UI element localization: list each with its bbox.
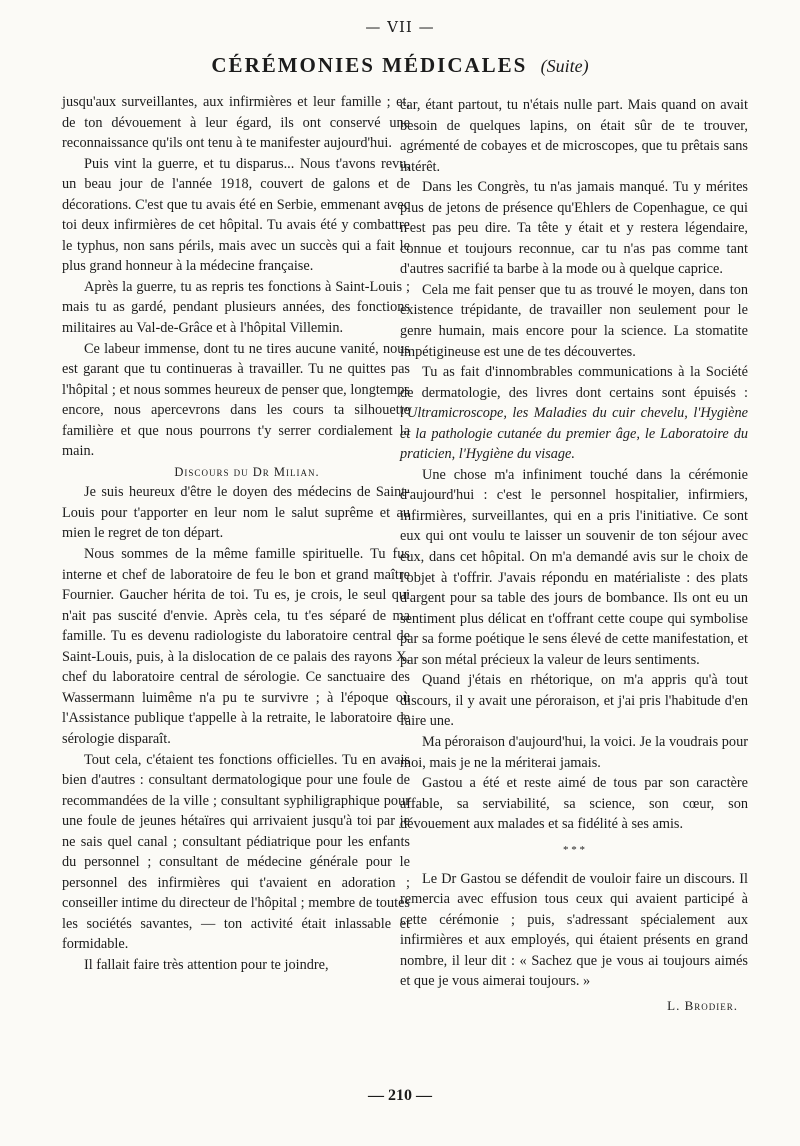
paragraph: Quand j'étais en rhétorique, on m'a appris qu'à tout discours, il y avait une péroraison, et j'ai pris l'habitude d'en faire une.	[400, 672, 748, 730]
paragraph: Nous sommes de la même famille spirituelle. Tu fus interne et chef de laboratoire de feu le bon et grand maître Fournier. Gaucher hérita de toi. Tu es, je crois, le seul qui n'ait pas suscité d'envie. Après cela, tu t'es séparé de ma famille. Tu es devenu radiologiste du laboratoire central de Saint-Louis, puis, à la dislocation de ce palais des rayons X, chef du laboratoire central de sérologie. Ce sanctuaire des Wassermann luimême n'a pu te survivre ; à l'époque où l'Assistance publique t'appelle à la retraite, le laboratoire de sérologie disparaît.	[62, 546, 410, 747]
title-text: CÉRÉMONIES MÉDICALES	[211, 53, 528, 77]
paragraph: Une chose m'a infiniment touché dans la cérémonie d'aujourd'hui : c'est le personnel hospitalier, infirmiers, infirmières, surveillantes, qui en a pris l'initiative. Ce sont eux qui ont voulu te laisser un souvenir de ton séjour avec eux, dans cet hôpital. On m'a demandé avis sur le choix de l'objet à t'offrir. J'avais répondu en matérialiste : des plats d'argent pour sa table des jours de bombance. Ils ont eu un sentiment plus délicat en t'offrant cette coupe qui symbolise par sa forme poétique le sens élevé de cette manifestation, et par son métal précieux la valeur de leurs sentiments.	[400, 466, 748, 668]
left-column	[62, 92, 410, 976]
roman-page-number: — VII —	[365, 18, 435, 36]
asterism: * * *	[563, 843, 585, 856]
paragraph: Ce labeur immense, dont tu ne tires aucune vanité, nous est garant que tu continueras à travailler. Tu ne quittes pas l'hôpital ; et nous sommes heureux de penser que, longtemps encore, nous apercevrons dans les cours ta silhouette familière et que nous pourrons t'y serrer cordialement la main.	[62, 340, 410, 460]
page-title	[0, 53, 800, 78]
right-column	[400, 95, 748, 1017]
book-titles: l'Ultramicroscope, les Maladies du cuir chevelu, l'Hygiène et la pathologie cutanée du premier âge, le Laboratoire du praticien, l'Hygiène du visage.	[400, 405, 748, 463]
page-number: — 210 —	[368, 1087, 432, 1104]
paragraph: jusqu'aux surveillantes, aux infirmières et leur famille ; et, de ton dévouement à leur égard, ils ont conservé une reconnaissance qu'ils ont tenu à te manifester aujourd'hui.	[62, 94, 410, 152]
section-heading: Discours du Dr Milian.	[174, 464, 320, 479]
paragraph: Dans les Congrès, tu n'as jamais manqué. Tu y mérites plus de jetons de présence qu'Ehlers de Copenhague, ce qui n'est pas peu dire. Ta tête y était et y restera légendaire, connue et toujours reconnue, car tu n'as pas comme tant d'autres sacrifié ta barbe à la mode ou à quelque caprice.	[400, 179, 748, 278]
paragraph	[400, 362, 748, 465]
paragraph: Tout cela, c'étaient tes fonctions officielles. Tu en avais bien d'autres : consultant dermatologique pour une foule de recommandées de la ville ; consultant syphiligraphique pour une foule de jeunes hétaïres qui arrivaient jusqu'à toi par je ne sais quel canal ; consultant pédiatrique pour les enfants du personnel ; consultant de médecine générale pour le personnel des infirmières qui t'avaient en adoration ; conseiller intime du directeur de l'hôpital ; membre de toutes les sociétés savantes, — ton activité était inlassable et formidable.	[62, 751, 410, 953]
paragraph: Après la guerre, tu as repris tes fonctions à Saint-Louis ; mais tu as gardé, pendant plusieurs années, des fonctions militaires au Val-de-Grâce et à l'hôpital Villemin.	[62, 278, 410, 337]
paragraph: Ma péroraison d'aujourd'hui, la voici. Je la voudrais pour moi, mais je ne la mériterai jamais.	[400, 733, 748, 771]
paragraph-text: Tu as fait d'innombrables communications à la Société de dermatologie, des livres dont certains sont épuisés :	[400, 364, 748, 401]
paragraph: Cela me fait penser que tu as trouvé le moyen, dans ton existence trépidante, de travailler non seulement pour le genre humain, mais encore pour la science. La stomatite impétigineuse est une de tes découvertes.	[400, 281, 748, 360]
paragraph: Puis vint la guerre, et tu disparus... Nous t'avons revu, un beau jour de l'année 1918, couvert de galons et de décorations. C'est que tu avais été en Serbie, emmenant avec toi deux infirmières de cet hôpital. Tu avais été y combattre le typhus, non sans périls, mais avec un succès qui a fait le plus grand honneur à la médecine française.	[62, 155, 410, 275]
title-suite: (Suite)	[540, 56, 589, 76]
signature: L. Brodier.	[667, 997, 738, 1013]
paragraph: Il fallait faire très attention pour te joindre,	[84, 956, 329, 973]
paragraph: Je suis heureux d'être le doyen des médecins de Saint-Louis pour t'apporter en leur nom le salut suprême et au mien le regret de ton départ.	[62, 484, 410, 542]
paragraph: car, étant partout, tu n'étais nulle part. Mais quand on avait besoin de quelques lapins, on était sûr de te trouver, agrémenté de cobayes et de microscopes, que tu prêtais sans intérêt.	[400, 97, 748, 175]
paragraph: Gastou a été et reste aimé de tous par son caractère affable, sa serviabilité, sa science, son cœur, son dévouement aux malades et sa fidélité à ses amis.	[400, 775, 748, 833]
paragraph: Le Dr Gastou se défendit de vouloir faire un discours. Il remercia avec effusion tous ceux qui avaient participé à cette cérémonie ; puis, s'adressant spécialement aux infirmières et aux employés, qui étaient présents en grand nombre, il leur dit : « Sachez que je vous ai toujours aimés et que je vous aimerai toujours. »	[400, 870, 748, 990]
